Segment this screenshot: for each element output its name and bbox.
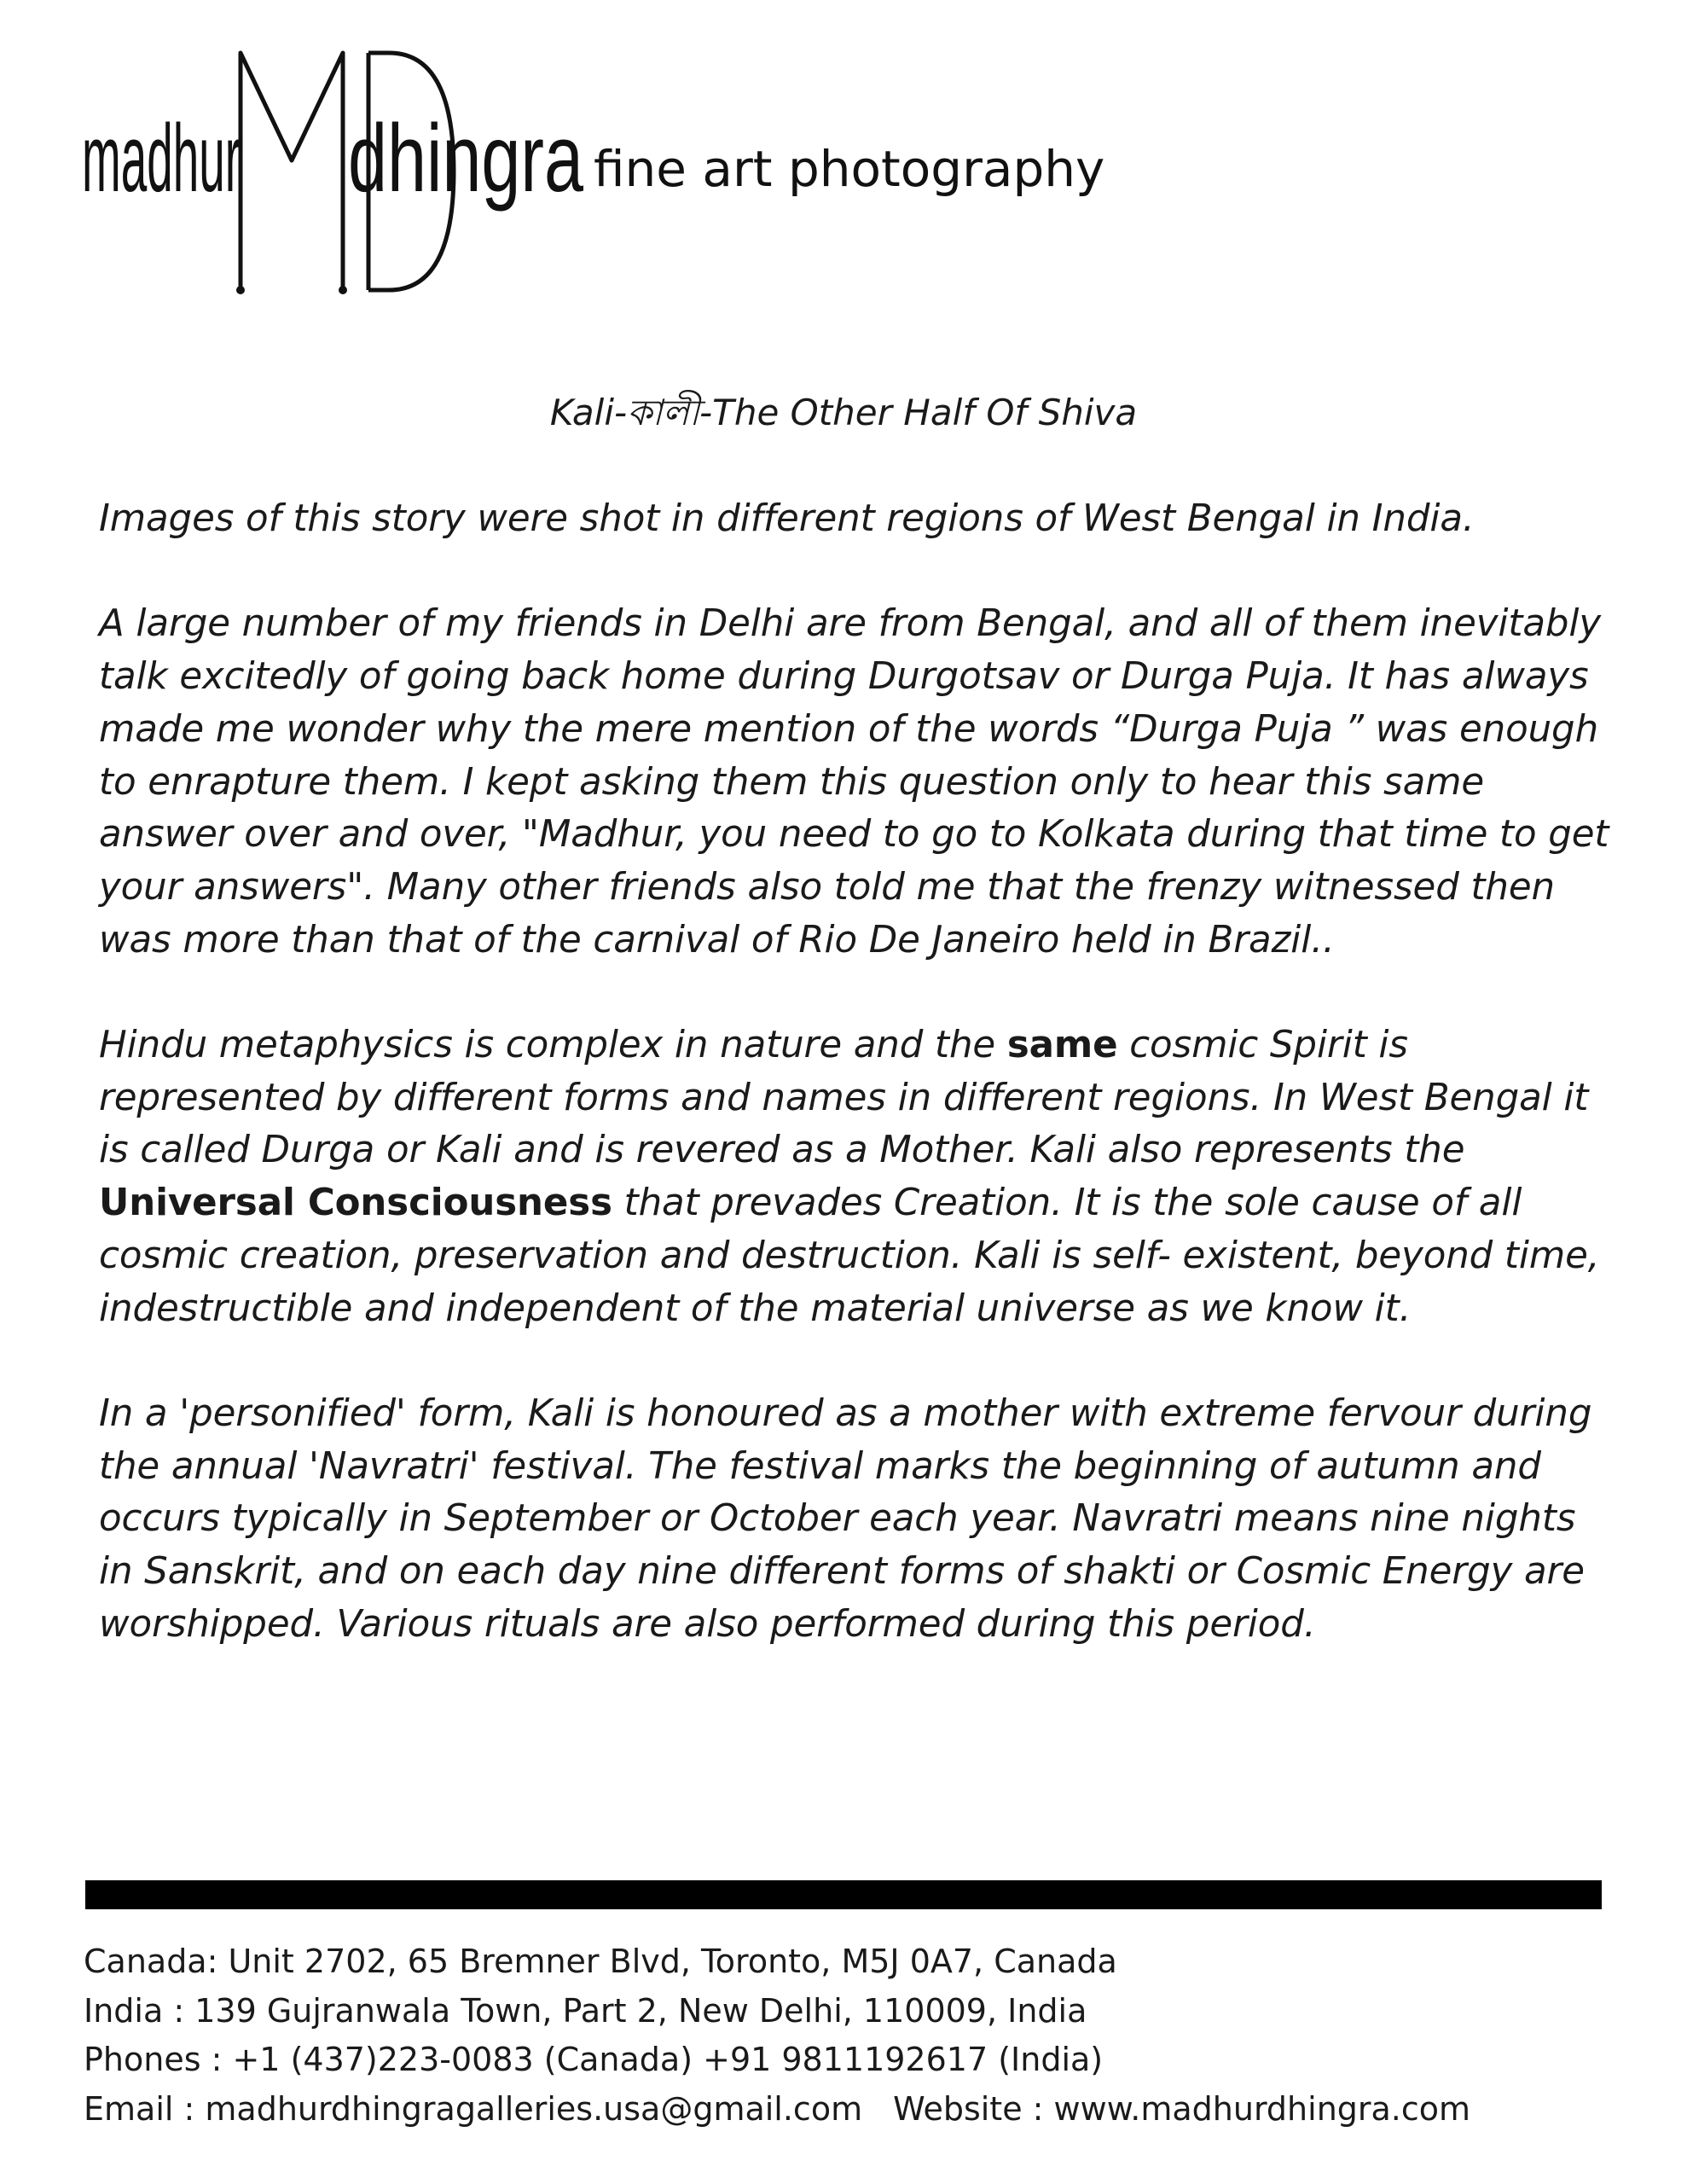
brand-logo-graphic	[82, 41, 1157, 305]
brand-logo	[82, 41, 1157, 305]
emphasis-universal-consciousness: Universal Consciousness	[99, 1182, 612, 1225]
email-link[interactable]: Email : madhurdhingragalleries.usa@gmail.com	[84, 2089, 863, 2128]
paragraph-metaphysics-text-3: that prevades Creation. It is the sole cause of all cosmic creation, preservation and destruction. Kali is self- existent, beyond time, indestructible and independent of the material universe as we know it.	[99, 1182, 1600, 1330]
address-canada: Canada: Unit 2702, 65 Bremner Blvd, Toronto, M5J 0A7, Canada	[84, 1943, 1117, 1980]
website-link[interactable]: Website : www.madhurdhingra.com	[893, 2089, 1471, 2128]
paragraph-metaphysics-text-1: Hindu metaphysics is complex in nature and the	[99, 1024, 1007, 1066]
brand-name-first: madhur	[82, 105, 241, 212]
paragraph-intro: Images of this story were shot in different regions of West Bengal in India.	[99, 497, 1475, 540]
phone-numbers: Phones : +1 (437)223-0083 (Canada) +91 9811192617 (India)	[84, 2041, 1104, 2078]
paragraph-metaphysics-text-2: cosmic Spirit is represented by different forms and names in different regions. In West Bengal it is called Durga or Kali and is revered as a Mother. Kali also represents the	[99, 1024, 1589, 1172]
brand-tagline: fine art photography	[594, 140, 1105, 198]
address-india: India : 139 Gujranwala Town, Part 2, New Delhi, 110009, India	[84, 1991, 1087, 2030]
document-title: Kali-কালী-The Other Half Of Shiva	[549, 392, 1138, 433]
brand-name-last: dhingra	[348, 105, 584, 212]
paragraph-navratri: In a 'personified' form, Kali is honoured as a mother with extreme fervour during the annual 'Navratri' festival. The festival marks the beginning of autumn and occurs typically in September or October each year. Navratri means nine nights in Sanskrit, and on each day nine different forms of shakti or Cosmic Energy are worshipped. Various rituals are also performed during this period.	[99, 1391, 1592, 1646]
article-body	[99, 493, 1617, 1704]
contact-online	[84, 2085, 1619, 2135]
paragraph-friends: A large number of my friends in Delhi are from Bengal, and all of them inevitably talk excitedly of going back home during Durgotsav or Durga Puja. It has always made me wonder why the mere mention of the words “Durga Puja ” was enough to enrapture them. I kept asking them this question only to hear this same answer over and over, "Madhur, you need to go to Kolkata during that time to get your answers". Many other friends also told me that the frenzy witnessed then was more than that of the carnival of Rio De Janeiro held in Brazil..	[99, 602, 1609, 961]
paragraph-metaphysics	[99, 1019, 1617, 1335]
contact-footer	[84, 1937, 1619, 2134]
footer-divider	[85, 1880, 1602, 1909]
emphasis-same: same	[1006, 1024, 1118, 1066]
monogram-m	[241, 53, 343, 290]
